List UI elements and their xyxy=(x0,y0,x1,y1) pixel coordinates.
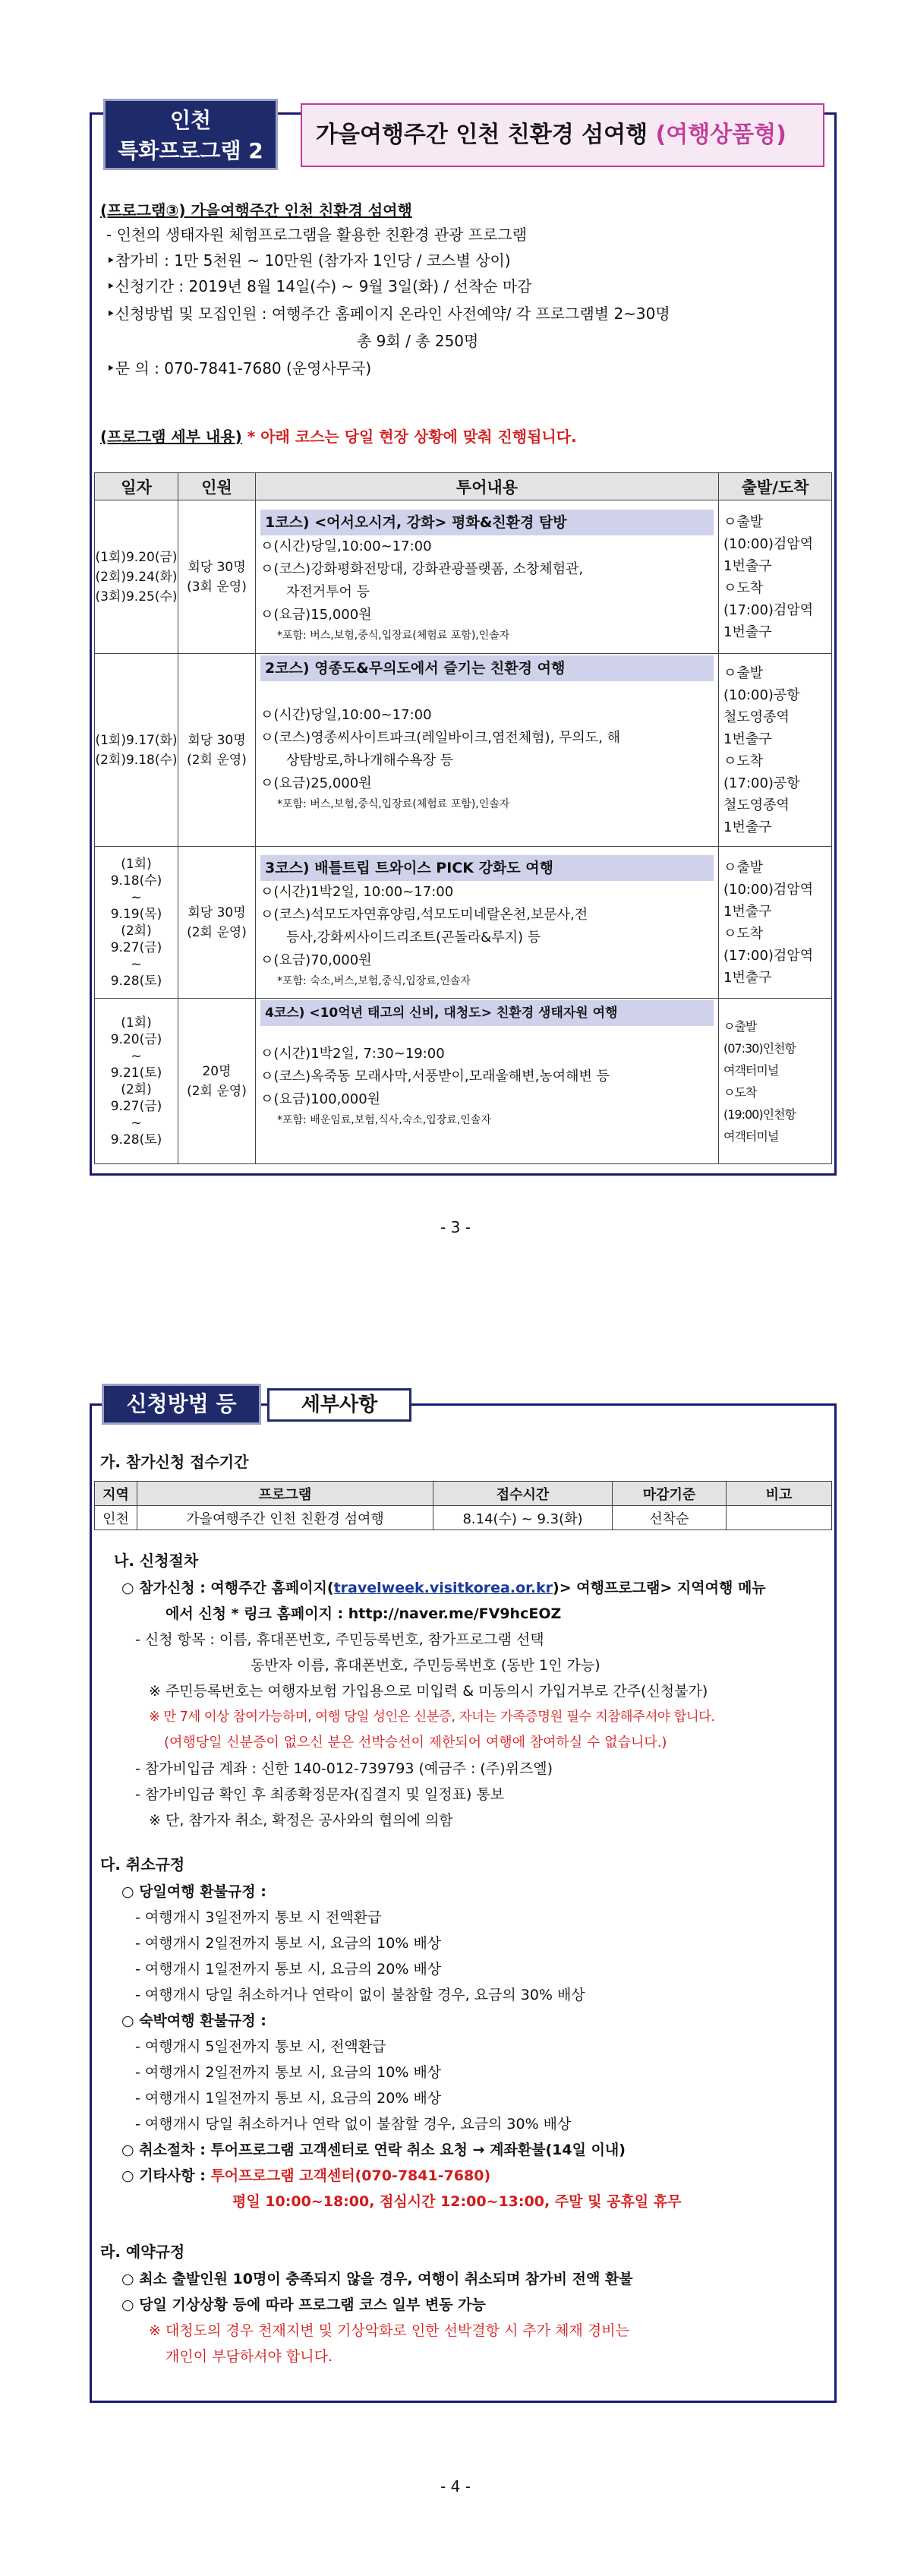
tour-line: 상탐방로,하나개해수욕장 등 xyxy=(286,753,454,769)
section-na-heading: 나. 신청절차 xyxy=(114,1552,199,1570)
apply-note: ※ 단, 참가자 취소, 확정은 공사와의 협의에 의함 xyxy=(149,1812,453,1829)
tour-line: ㅇ(코스)석모도자연휴양림,석모도미네랄온천,보문사,전 xyxy=(260,906,588,923)
refund-line: - 여행개시 2일전까지 통보 시, 요금의 10% 배상 xyxy=(135,2064,442,2081)
program-title xyxy=(301,103,824,167)
apply-line: - 참가비입금 계좌 : 신한 140-012-739793 (예금주 : (주)위즈엘) xyxy=(135,1760,553,1777)
table-row xyxy=(95,500,832,654)
refund-line: - 여행개시 3일전까지 통보 시 전액환급 xyxy=(135,1909,382,1926)
homepage-link[interactable]: travelweek.visitkorea.or.kr xyxy=(333,1580,553,1596)
etc-hours: 평일 10:00~18:00, 점심시간 12:00~13:00, 주말 및 공휴일 휴무 xyxy=(232,2193,682,2210)
row-depart: ㅇ출발 (07:30)인천항 여객터미널 ㅇ도착 (19:00)인천항 여객터미널 xyxy=(719,999,832,1164)
course-title: 2코스) 영종도&무의도에서 즐기는 친환경 여행 xyxy=(260,655,714,681)
cell-remark xyxy=(727,1506,832,1530)
detail-heading: (프로그램 세부 내용) xyxy=(100,428,242,446)
row-tour xyxy=(256,654,719,847)
tour-line: ㅇ(시간)당일,10:00~17:00 xyxy=(260,538,432,554)
header-date: 일자 xyxy=(95,473,178,500)
refund-day-title: ○ 당일여행 환불규정 : xyxy=(121,1883,266,1900)
refund-line: - 여행개시 2일전까지 통보 시, 요금의 10% 배상 xyxy=(135,1935,442,1952)
tour-note: *포함: 버스,보험,중식,입장료(체험료 포함),인솔자 xyxy=(277,629,510,642)
header-deadline: 마감기준 xyxy=(613,1482,727,1506)
row-depart: ㅇ출발 (10:00)검암역 1번출구 ㅇ도착 (17:00)검암역 1번출구 xyxy=(719,847,832,999)
header-depart: 출발/도착 xyxy=(719,473,832,500)
row-depart: ㅇ출발 (10:00)검암역 1번출구 ㅇ도착 (17:00)검암역 1번출구 xyxy=(719,500,832,654)
tour-line: ㅇ(시간)1박2일, 10:00~17:00 xyxy=(260,883,454,900)
reserve-warning: ※ 대청도의 경우 천재지변 및 기상악화로 인한 선박결항 시 추가 체재 경비는 xyxy=(149,2322,629,2339)
tour-note: *포함: 버스,보험,중식,입장료(체험료 포함),인솔자 xyxy=(277,798,510,810)
tour-line: 자전거투어 등 xyxy=(286,583,370,600)
section-tag-line2: 특화프로그램 2 xyxy=(118,138,263,163)
program-title-main: 가을여행주간 인천 친환경 섬여행 xyxy=(316,122,656,148)
etc-label: ○ 기타사항 : xyxy=(121,2167,211,2184)
table-row xyxy=(95,999,832,1164)
table-row xyxy=(95,654,832,847)
row-tour xyxy=(256,999,719,1164)
program-title-suffix: (여행상품형) xyxy=(655,122,786,148)
schedule-table xyxy=(94,472,832,1164)
header-remark: 비고 xyxy=(727,1482,832,1506)
apply-line: - 참가비입금 확인 후 최종확정문자(집결지 및 일정표) 통보 xyxy=(135,1786,505,1803)
course-title: 4코스) <10억년 태고의 신비, 대청도> 친환경 생태자원 여행 xyxy=(260,1000,714,1026)
row-people: 회당 30명 (2회 운영) xyxy=(178,654,256,847)
section-ra-heading: 라. 예약규정 xyxy=(100,2243,185,2261)
cell-region: 인천 xyxy=(95,1506,137,1530)
cell-period: 8.14(수) ~ 9.3(화) xyxy=(433,1506,613,1530)
course-title: 1코스) <어서오시겨, 강화> 평화&친환경 탐방 xyxy=(260,510,714,535)
row-depart: ㅇ출발 (10:00)공항 철도영종역 1번출구 ㅇ도착 (17:00)공항 철도영종역 1번출구 xyxy=(719,654,832,847)
header-tour: 투어내용 xyxy=(256,473,719,500)
page-number: - 3 - xyxy=(440,1218,471,1236)
row-date: (1회) 9.18(수) ~ 9.19(목) (2회) 9.27(금) ~ 9.28(토) xyxy=(95,847,178,999)
row-date: (1회)9.20(금) (2회)9.24(화) (3회)9.25(수) xyxy=(95,500,178,654)
info-line: ‣참가비 : 1만 5천원 ~ 10만원 (참가자 1인당 / 코스별 상이) xyxy=(106,251,511,270)
info-line: ‣문 의 : 070-7841-7680 (운영사무국) xyxy=(106,359,372,377)
apply-period-table xyxy=(94,1481,832,1530)
section-tag-line1: 인천 xyxy=(169,108,212,133)
cell-program: 가을여행주간 인천 친환경 섬여행 xyxy=(137,1506,433,1530)
row-people: 회당 30명 (3회 운영) xyxy=(178,500,256,654)
section-ga-heading: 가. 참가신청 접수기간 xyxy=(100,1453,249,1471)
header-program: 프로그램 xyxy=(137,1482,433,1506)
apply-line: 동반자 이름, 휴대폰번호, 주민등록번호 (동반 1인 가능) xyxy=(251,1657,601,1674)
row-people: 20명 (2회 운영) xyxy=(178,999,256,1164)
refund-stay-title: ○ 숙박여행 환불규정 : xyxy=(121,2012,266,2029)
course-title: 3코스) 배틀트립 트와이스 PICK 강화도 여행 xyxy=(260,855,714,881)
tour-line: ㅇ(코스)영종씨사이트파크(레일바이크,염전체험), 무의도, 해 xyxy=(260,730,621,746)
info-line: 총 9회 / 총 250명 xyxy=(357,332,479,350)
apply-line: 에서 신청 * 링크 홈페이지 : http://naver.me/FV9hcEOZ xyxy=(165,1605,562,1622)
apply-line: )> 여행프로그램> 지역여행 메뉴 xyxy=(553,1580,766,1596)
table-row xyxy=(95,1506,832,1530)
tour-note: *포함: 배운임료,보험,식사,숙소,입장료,인솔자 xyxy=(277,1114,491,1126)
refund-line: - 여행개시 1일전까지 통보 시, 요금의 20% 배상 xyxy=(135,1961,442,1978)
tour-line: ㅇ(요금)100,000원 xyxy=(260,1091,381,1107)
table-header-row xyxy=(95,473,832,500)
row-date: (1회) 9.20(금) ~ 9.21(토) (2회) 9.27(금) ~ 9.28(토) xyxy=(95,999,178,1164)
section-subtag: 세부사항 xyxy=(267,1388,411,1422)
header-period: 접수시간 xyxy=(433,1482,613,1506)
header-region: 지역 xyxy=(95,1482,137,1506)
row-people: 회당 30명 (2회 운영) xyxy=(178,847,256,999)
apply-warning: (여행당일 신분증이 없으신 분은 선박승선이 제한되어 여행에 참여하실 수 없습니다.) xyxy=(164,1735,667,1750)
table-row xyxy=(95,847,832,999)
section-da-heading: 다. 취소규정 xyxy=(100,1855,185,1874)
tour-line: ㅇ(요금)70,000원 xyxy=(260,952,372,968)
tour-line: 등사,강화씨사이드리조트(곤돌라&루지) 등 xyxy=(286,929,541,945)
info-line: - 인천의 생태자원 체험프로그램을 활용한 친환경 관광 프로그램 xyxy=(106,226,528,244)
reserve-line: ○ 최소 출발인원 10명이 충족되지 않을 경우, 여행이 취소되며 참가비 전액 환불 xyxy=(121,2271,633,2287)
reserve-warning: 개인이 부담하셔야 합니다. xyxy=(165,2348,333,2365)
section-tag: 신청방법 등 xyxy=(102,1384,261,1425)
info-line: ‣신청기간 : 2019년 8월 14일(수) ~ 9월 3일(화) / 선착순 마감 xyxy=(106,277,532,295)
row-tour xyxy=(256,847,719,999)
tour-line: ㅇ(시간)당일,10:00~17:00 xyxy=(260,707,432,723)
tour-line: ㅇ(시간)1박2일, 7:30~19:00 xyxy=(260,1046,445,1062)
refund-line: - 여행개시 당일 취소하거나 연락 없이 불참할 경우, 요금의 30% 배상 xyxy=(135,2116,572,2132)
etc-contact: 투어프로그램 고객센터(070-7841-7680) xyxy=(210,2167,491,2184)
tour-line: ㅇ(코스)강화평화전망대, 강화관광플랫폼, 소창체험관, xyxy=(260,560,584,577)
program-heading: (프로그램③) 가을여행주간 인천 친환경 섬여행 xyxy=(100,201,412,219)
info-line: ‣신청방법 및 모집인원 : 여행주간 홈페이지 온라인 사전예약/ 각 프로그램별 2~30명 xyxy=(106,305,670,323)
tour-line: ㅇ(요금)15,000원 xyxy=(260,606,372,623)
table-header-row xyxy=(95,1482,832,1506)
page-4-frame xyxy=(90,1403,837,2403)
apply-note: ※ 주민등록번호는 여행자보험 가입용으로 미입력 & 미동의시 가입거부로 간주(신청불가) xyxy=(149,1683,708,1700)
header-people: 인원 xyxy=(178,473,256,500)
tour-note: *포함: 숙소,버스,보험,중식,입장료,인솔자 xyxy=(277,974,471,987)
apply-line: ○ 참가신청 : 여행주간 홈페이지( xyxy=(121,1580,334,1596)
tour-line: ㅇ(코스)옥죽동 모래사막,서풍받이,모래울해변,농여해변 등 xyxy=(260,1069,610,1084)
detail-note: * 아래 코스는 당일 현장 상황에 맞춰 진행됩니다. xyxy=(241,428,577,446)
row-date: (1회)9.17(화) (2회)9.18(수) xyxy=(95,654,178,847)
refund-line: - 여행개시 1일전까지 통보 시, 요금의 20% 배상 xyxy=(135,2090,442,2107)
row-tour xyxy=(256,500,719,654)
refund-line: - 여행개시 5일전까지 통보 시, 전액환급 xyxy=(135,2038,386,2055)
page-number: - 4 - xyxy=(440,2477,471,2496)
refund-line: - 여행개시 당일 취소하거나 연락이 없이 불참할 경우, 요금의 30% 배상 xyxy=(135,1987,585,2003)
apply-warning: ※ 만 7세 이상 참여가능하며, 여행 당일 성인은 신분증, 자녀는 가족증명원 필수 지참해주셔야 합니다. xyxy=(149,1709,715,1725)
apply-line: - 신청 항목 : 이름, 휴대폰번호, 주민등록번호, 참가프로그램 선택 xyxy=(135,1631,544,1648)
reserve-line: ○ 당일 기상상황 등에 따라 프로그램 코스 일부 변동 가능 xyxy=(121,2297,486,2313)
section-tag xyxy=(103,99,278,170)
tour-line: ㅇ(요금)25,000원 xyxy=(260,775,372,791)
cell-deadline: 선착순 xyxy=(613,1506,727,1530)
cancel-procedure: ○ 취소절차 : 투어프로그램 고객센터로 연락 취소 요청 → 계좌환불(14일 이내) xyxy=(121,2142,626,2158)
